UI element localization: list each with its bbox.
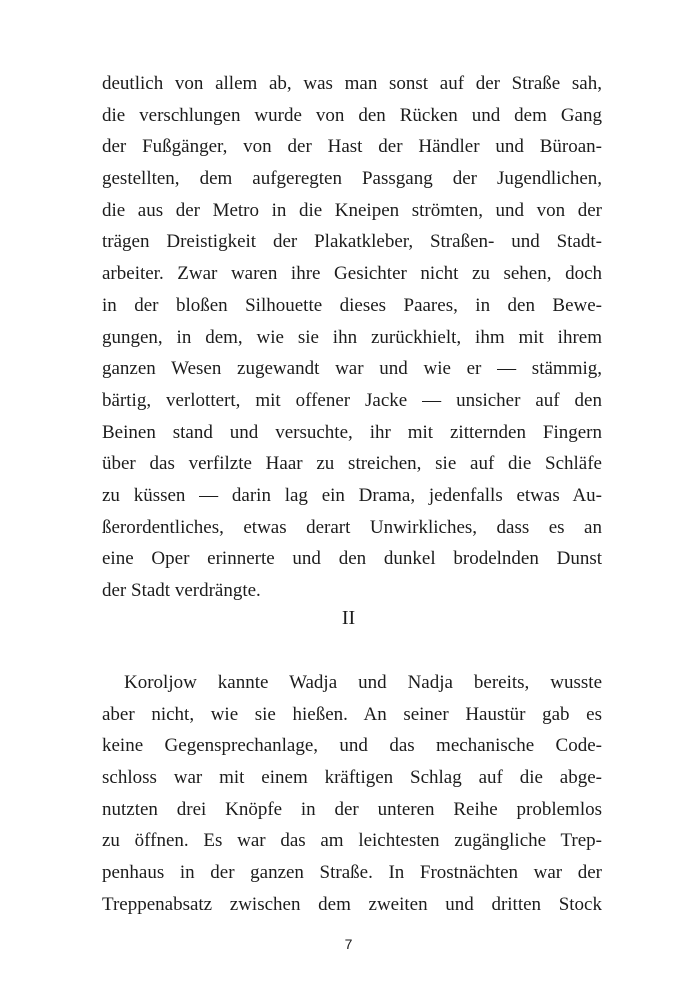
text-line: zu küssen — darin lag ein Drama, jedenfalls etwas Au-	[102, 484, 602, 506]
text-line: eine Oper erinnerte und den dunkel brodelnden Dunst	[102, 548, 602, 570]
text-line: der Stadt verdrängte.	[102, 580, 261, 601]
text-line: Treppenabsatz zwischen dem zweiten und dritten Stock	[102, 893, 602, 915]
text-line: ganzen Wesen zugewandt war und wie er — stämmig,	[102, 358, 602, 380]
text-line: über das verfilzte Haar zu streichen, sie auf die Schläfe	[102, 453, 602, 475]
text-line: bärtig, verlottert, mit offener Jacke — unsicher auf den	[102, 389, 602, 411]
text-line: aber nicht, wie sie hießen. An seiner Haustür gab es	[102, 703, 602, 725]
text-line: penhaus in der ganzen Straße. In Frostnächten war der	[102, 862, 602, 884]
text-line: zu öffnen. Es war das am leichtesten zugängliche Trep-	[102, 830, 602, 852]
text-line: arbeiter. Zwar waren ihre Gesichter nicht zu sehen, doch	[102, 263, 602, 285]
text-line: deutlich von allem ab, was man sonst auf der Straße sah,	[102, 73, 602, 94]
paragraph-section-two	[102, 667, 602, 921]
text-line: nutzten drei Knöpfe in der unteren Reihe problemlos	[102, 798, 602, 820]
paragraph-continued	[102, 68, 602, 607]
section-heading: II	[341, 607, 356, 629]
text-line: Beinen stand und versuchte, ihr mit zitternden Fingern	[102, 421, 602, 443]
text-line: Koroljow kannte Wadja und Nadja bereits, wusste	[124, 672, 602, 693]
page-number: 7	[344, 936, 353, 952]
text-line: trägen Dreistigkeit der Plakatkleber, Straßen- und Stadt-	[102, 231, 602, 253]
text-line: in der bloßen Silhouette dieses Paares, in den Bewe-	[102, 294, 602, 316]
text-line: die aus der Metro in die Kneipen strömten, und von der	[102, 199, 602, 221]
text-line: gungen, in dem, wie sie ihn zurückhielt, ihm mit ihrem	[102, 326, 602, 348]
text-line: gestellten, dem aufgeregten Passgang der Jugendlichen,	[102, 168, 602, 190]
text-line: ßerordentliches, etwas derart Unwirkliches, dass es an	[102, 516, 602, 538]
text-line: keine Gegensprechanlage, und das mechanische Code-	[102, 735, 602, 757]
text-line: die verschlungen wurde von den Rücken und dem Gang	[102, 104, 602, 126]
text-line: der Fußgänger, von der Hast der Händler und Büroan-	[102, 136, 602, 158]
text-line: schloss war mit einem kräftigen Schlag auf die abge-	[102, 767, 602, 789]
